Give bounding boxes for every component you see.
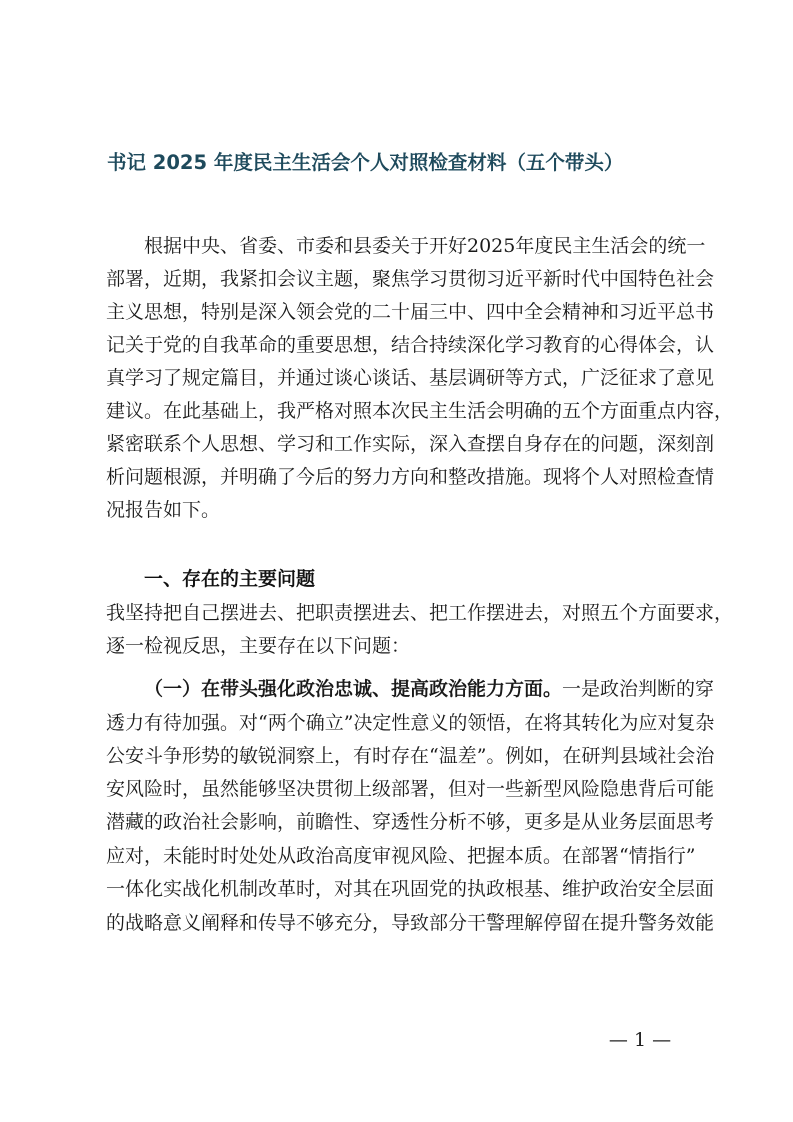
intro-line: 记关于党的自我革命的重要思想，结合持续深化学习教育的心得体会，认	[106, 334, 715, 356]
intro-line: 况报告如下。	[106, 499, 221, 521]
subsection-line: 潜藏的政治社会影响，前瞻性、穿透性分析不够，更多是从业务层面思考	[106, 811, 715, 833]
subsection-line: 安风险时，虽然能够坚决贯彻上级部署，但对一些新型风险隐患背后可能	[106, 778, 715, 800]
intro-line: 建议。在此基础上，我严格对照本次民主生活会明确的五个方面重点内容，	[106, 400, 734, 422]
intro-line: 主义思想，特别是深入领会党的二十届三中、四中全会精神和习近平总书	[106, 301, 715, 323]
document-title: 书记 2025 年度民主生活会个人对照检查材料（五个带头）	[107, 151, 624, 174]
subsection-first-line	[144, 673, 715, 706]
subsection-line: 应对，未能时时处处从政治高度审视风险、把握本质。在部署“情指行”	[106, 845, 696, 867]
intro-line: 析问题根源，并明确了今后的努力方向和整改措施。现将个人对照检查情	[106, 466, 715, 488]
section-heading: 一、存在的主要问题	[144, 568, 316, 590]
intro-line: 真学习了规定篇目，并通过谈心谈话、基层调研等方式，广泛征求了意见	[106, 367, 715, 389]
section-line: 逐一检视反思，主要存在以下问题：	[106, 635, 411, 657]
intro-line: 部署，近期，我紧扣会议主题，聚焦学习贯彻习近平新时代中国特色社会	[106, 268, 715, 290]
subsection-line: 一体化实战化机制改革时，对其在巩固党的执政根基、维护政治安全层面	[106, 878, 715, 900]
subsection-line: 透力有待加强。对“两个确立”决定性意义的领悟，在将其转化为应对复杂	[106, 712, 715, 734]
intro-line: 根据中央、省委、市委和县委关于开好2025年度民主生活会的统一	[144, 235, 706, 257]
page-number: — 1 —	[608, 1029, 672, 1051]
subsection-lead-rest: 一是政治判断的穿	[562, 678, 715, 700]
intro-line: 紧密联系个人思想、学习和工作实际，深入查摆自身存在的问题，深刻剖	[106, 433, 715, 455]
subsection-line: 公安斗争形势的敏锐洞察上，有时存在“温差”。例如，在研判县域社会治	[106, 745, 715, 767]
subsection-line: 的战略意义阐释和传导不够充分，导致部分干警理解停留在提升警务效能	[106, 912, 715, 934]
section-line: 我坚持把自己摆进去、把职责摆进去、把工作摆进去，对照五个方面要求，	[106, 602, 734, 624]
subsection-bold-lead: （一）在带头强化政治忠诚、提高政治能力方面。	[144, 678, 563, 700]
